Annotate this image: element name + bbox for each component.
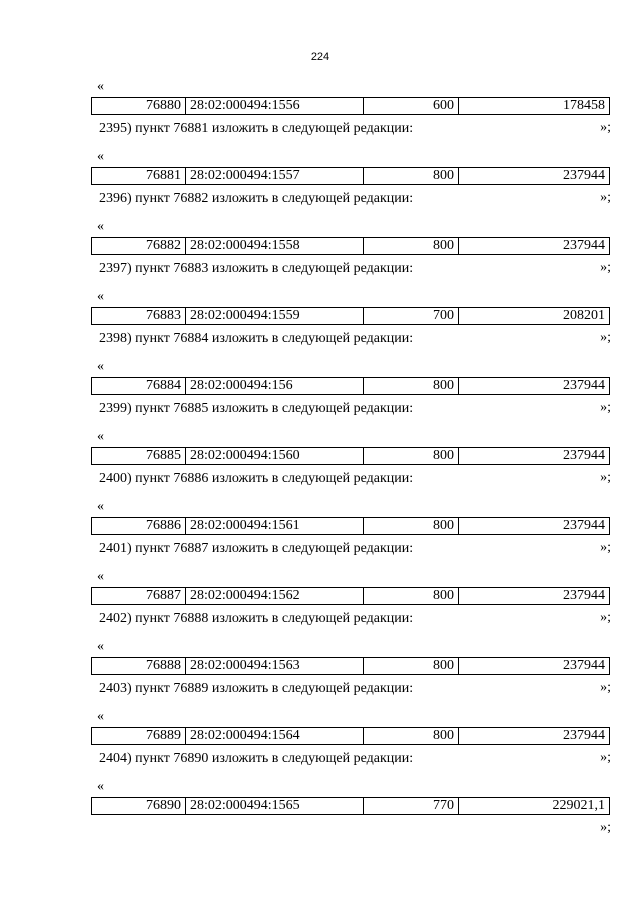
table-row [91,727,610,745]
area-cell: 770 [364,798,459,815]
closing-quote: »; [600,540,611,555]
amendment-block [91,751,611,851]
item-number-cell: 76885 [92,448,186,465]
amendment-heading: 2395) пункт 76881 изложить в следующей редакции: [99,121,414,136]
area-cell: 800 [364,378,459,395]
amendment-heading: 2397) пункт 76883 изложить в следующей редакции: [99,261,414,276]
value-cell: 237944 [459,658,610,675]
closing-quote: »; [600,190,611,205]
closing-quote: »; [600,120,611,135]
amendment-block [91,81,611,151]
table-row [91,307,610,325]
page-number: 224 [310,51,330,63]
closing-quote: »; [600,610,611,625]
table-row [91,517,610,535]
amendment-heading: 2400) пункт 76886 изложить в следующей редакции: [99,471,414,486]
item-number-cell: 76887 [92,588,186,605]
item-number-cell: 76886 [92,518,186,535]
table-row [91,97,610,115]
item-number-cell: 76890 [92,798,186,815]
amendment-block [91,191,611,291]
table-row [91,377,610,395]
cadastral-number-cell: 28:02:000494:1559 [186,308,364,325]
table-row [91,237,610,255]
area-cell: 600 [364,98,459,115]
amendment-block [91,121,611,221]
closing-quote: »; [600,260,611,275]
area-cell: 800 [364,238,459,255]
amendment-heading: 2402) пункт 76888 изложить в следующей редакции: [99,611,414,626]
cadastral-number-cell: 28:02:000494:1563 [186,658,364,675]
value-cell: 237944 [459,378,610,395]
table-row [91,167,610,185]
opening-quote: « [97,359,104,374]
cadastral-number-cell: 28:02:000494:1562 [186,588,364,605]
value-cell: 237944 [459,588,610,605]
opening-quote: « [97,709,104,724]
cadastral-number-cell: 28:02:000494:1558 [186,238,364,255]
value-cell: 178458 [459,98,610,115]
opening-quote: « [97,499,104,514]
value-cell: 208201 [459,308,610,325]
amendment-heading: 2399) пункт 76885 изложить в следующей редакции: [99,401,414,416]
amendment-block [91,681,611,781]
area-cell: 800 [364,168,459,185]
item-number-cell: 76880 [92,98,186,115]
amendment-heading: 2403) пункт 76889 изложить в следующей редакции: [99,681,414,696]
cadastral-number-cell: 28:02:000494:1564 [186,728,364,745]
value-cell: 237944 [459,728,610,745]
cadastral-number-cell: 28:02:000494:1557 [186,168,364,185]
cadastral-number-cell: 28:02:000494:1556 [186,98,364,115]
area-cell: 800 [364,588,459,605]
item-number-cell: 76882 [92,238,186,255]
area-cell: 800 [364,448,459,465]
closing-quote: »; [600,470,611,485]
opening-quote: « [97,79,104,94]
amendment-heading: 2396) пункт 76882 изложить в следующей редакции: [99,191,414,206]
cadastral-number-cell: 28:02:000494:1565 [186,798,364,815]
area-cell: 800 [364,658,459,675]
table-row [91,657,610,675]
closing-quote: »; [600,330,611,345]
opening-quote: « [97,569,104,584]
amendment-heading: 2398) пункт 76884 изложить в следующей редакции: [99,331,414,346]
amendment-block [91,401,611,501]
area-cell: 800 [364,728,459,745]
table-row [91,587,610,605]
item-number-cell: 76884 [92,378,186,395]
cadastral-number-cell: 28:02:000494:156 [186,378,364,395]
table-row [91,797,610,815]
value-cell: 237944 [459,168,610,185]
closing-quote: »; [600,680,611,695]
amendment-block [91,541,611,641]
amendment-block [91,331,611,431]
item-number-cell: 76881 [92,168,186,185]
closing-quote: »; [600,400,611,415]
item-number-cell: 76888 [92,658,186,675]
value-cell: 229021,1 [459,798,610,815]
opening-quote: « [97,219,104,234]
opening-quote: « [97,429,104,444]
amendment-heading: 2401) пункт 76887 изложить в следующей редакции: [99,541,414,556]
table-row [91,447,610,465]
amendment-block [91,611,611,711]
document-body [91,81,611,851]
closing-quote: »; [600,820,611,835]
opening-quote: « [97,289,104,304]
opening-quote: « [97,639,104,654]
closing-quote: »; [600,750,611,765]
cadastral-number-cell: 28:02:000494:1560 [186,448,364,465]
cadastral-number-cell: 28:02:000494:1561 [186,518,364,535]
amendment-heading: 2404) пункт 76890 изложить в следующей редакции: [99,751,414,766]
area-cell: 800 [364,518,459,535]
opening-quote: « [97,149,104,164]
value-cell: 237944 [459,238,610,255]
amendment-block [91,261,611,361]
value-cell: 237944 [459,518,610,535]
opening-quote: « [97,779,104,794]
area-cell: 700 [364,308,459,325]
value-cell: 237944 [459,448,610,465]
item-number-cell: 76883 [92,308,186,325]
item-number-cell: 76889 [92,728,186,745]
amendment-block [91,471,611,571]
